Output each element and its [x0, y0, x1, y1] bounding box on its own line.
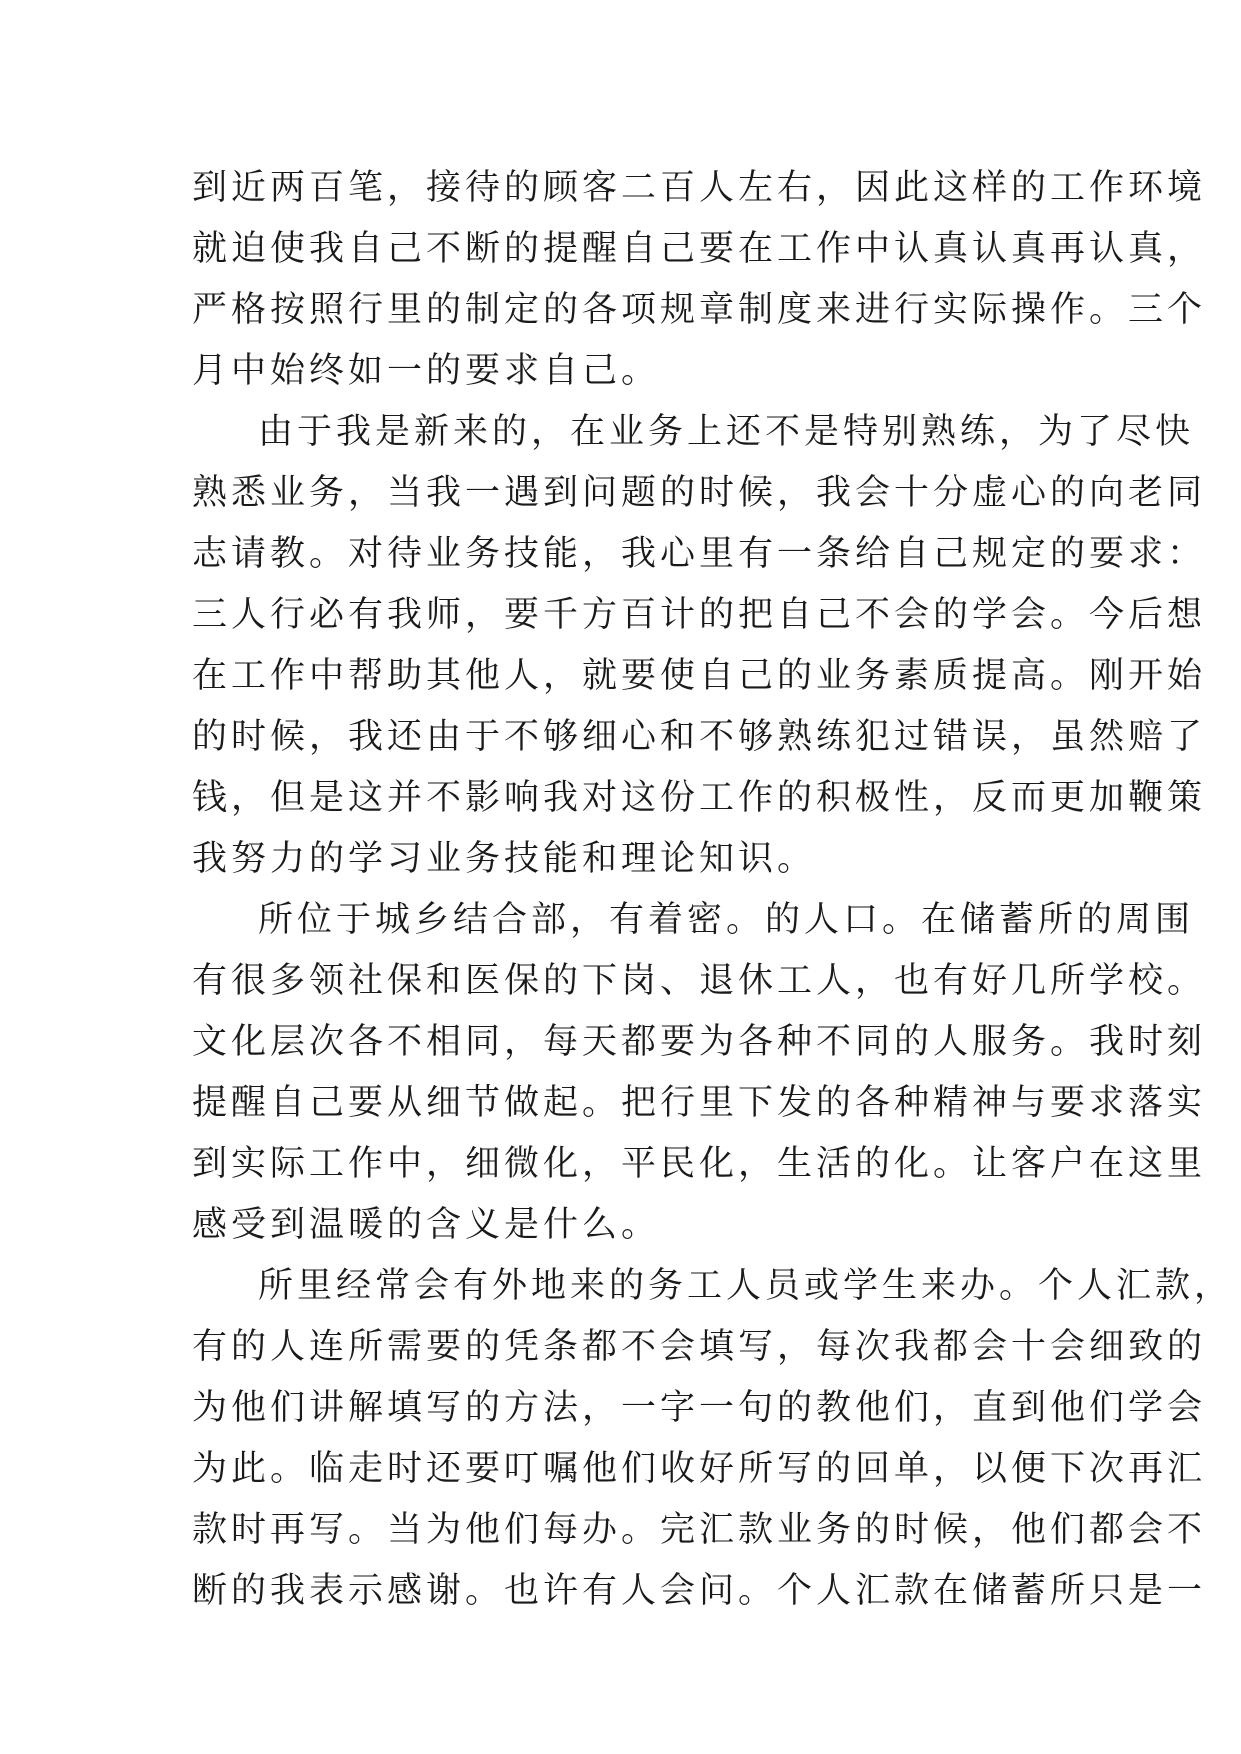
text-line: 严格按照行里的制定的各项规章制度来进行实际操作。三个 [192, 290, 1207, 330]
text-line: 款时再写。当为他们每办。完汇款业务的时候，他们都会不 [192, 1510, 1207, 1550]
text-line: 为他们讲解填写的方法，一字一句的教他们，直到他们学会 [192, 1388, 1207, 1428]
text-line: 钱，但是这并不影响我对这份工作的积极性，反而更加鞭策 [192, 778, 1207, 818]
text-line: 到实际工作中，细微化，平民化，生活的化。让客户在这里 [192, 1144, 1207, 1184]
text-line: 我努力的学习业务技能和理论知识。 [192, 839, 817, 879]
text-line: 断的我表示感谢。也许有人会问。个人汇款在储蓄所只是一 [192, 1571, 1207, 1611]
paragraph [192, 890, 1207, 1256]
paragraph [192, 1256, 1234, 1622]
text-line: 感受到温暖的含义是什么。 [192, 1205, 661, 1245]
text-line: 所里经常会有外地来的务工人员或学生来办。个人汇款， [258, 1266, 1234, 1306]
text-line: 月中始终如一的要求自己。 [192, 351, 661, 391]
text-line: 的时候，我还由于不够细心和不够熟练犯过错误，虽然赔了 [192, 717, 1207, 757]
text-line: 由于我是新来的，在业务上还不是特别熟练，为了尽快 [258, 412, 1195, 452]
text-line: 就迫使我自己不断的提醒自己要在工作中认真认真再认真， [192, 229, 1207, 269]
text-line: 熟悉业务，当我一遇到问题的时候，我会十分虚心的向老同 [192, 473, 1207, 513]
text-line: 文化层次各不相同，每天都要为各种不同的人服务。我时刻 [192, 1022, 1207, 1062]
paragraph [192, 158, 1207, 402]
document-body [192, 158, 1234, 1622]
text-line: 在工作中帮助其他人，就要使自己的业务素质提高。刚开始 [192, 656, 1207, 696]
text-line: 三人行必有我师，要千方百计的把自己不会的学会。今后想 [192, 595, 1207, 635]
text-line: 志请教。对待业务技能，我心里有一条给自己规定的要求： [192, 534, 1207, 574]
text-line: 到近两百笔，接待的顾客二百人左右，因此这样的工作环境 [192, 168, 1207, 208]
text-line: 有的人连所需要的凭条都不会填写，每次我都会十会细致的 [192, 1327, 1207, 1367]
text-line: 所位于城乡结合部，有着密。的人口。在储蓄所的周围 [258, 900, 1195, 940]
text-line: 提醒自己要从细节做起。把行里下发的各种精神与要求落实 [192, 1083, 1207, 1123]
text-line: 有很多领社保和医保的下岗、退休工人，也有好几所学校。 [192, 961, 1207, 1001]
paragraph [192, 402, 1207, 890]
text-line: 为此。临走时还要叮嘱他们收好所写的回单，以便下次再汇 [192, 1449, 1207, 1489]
